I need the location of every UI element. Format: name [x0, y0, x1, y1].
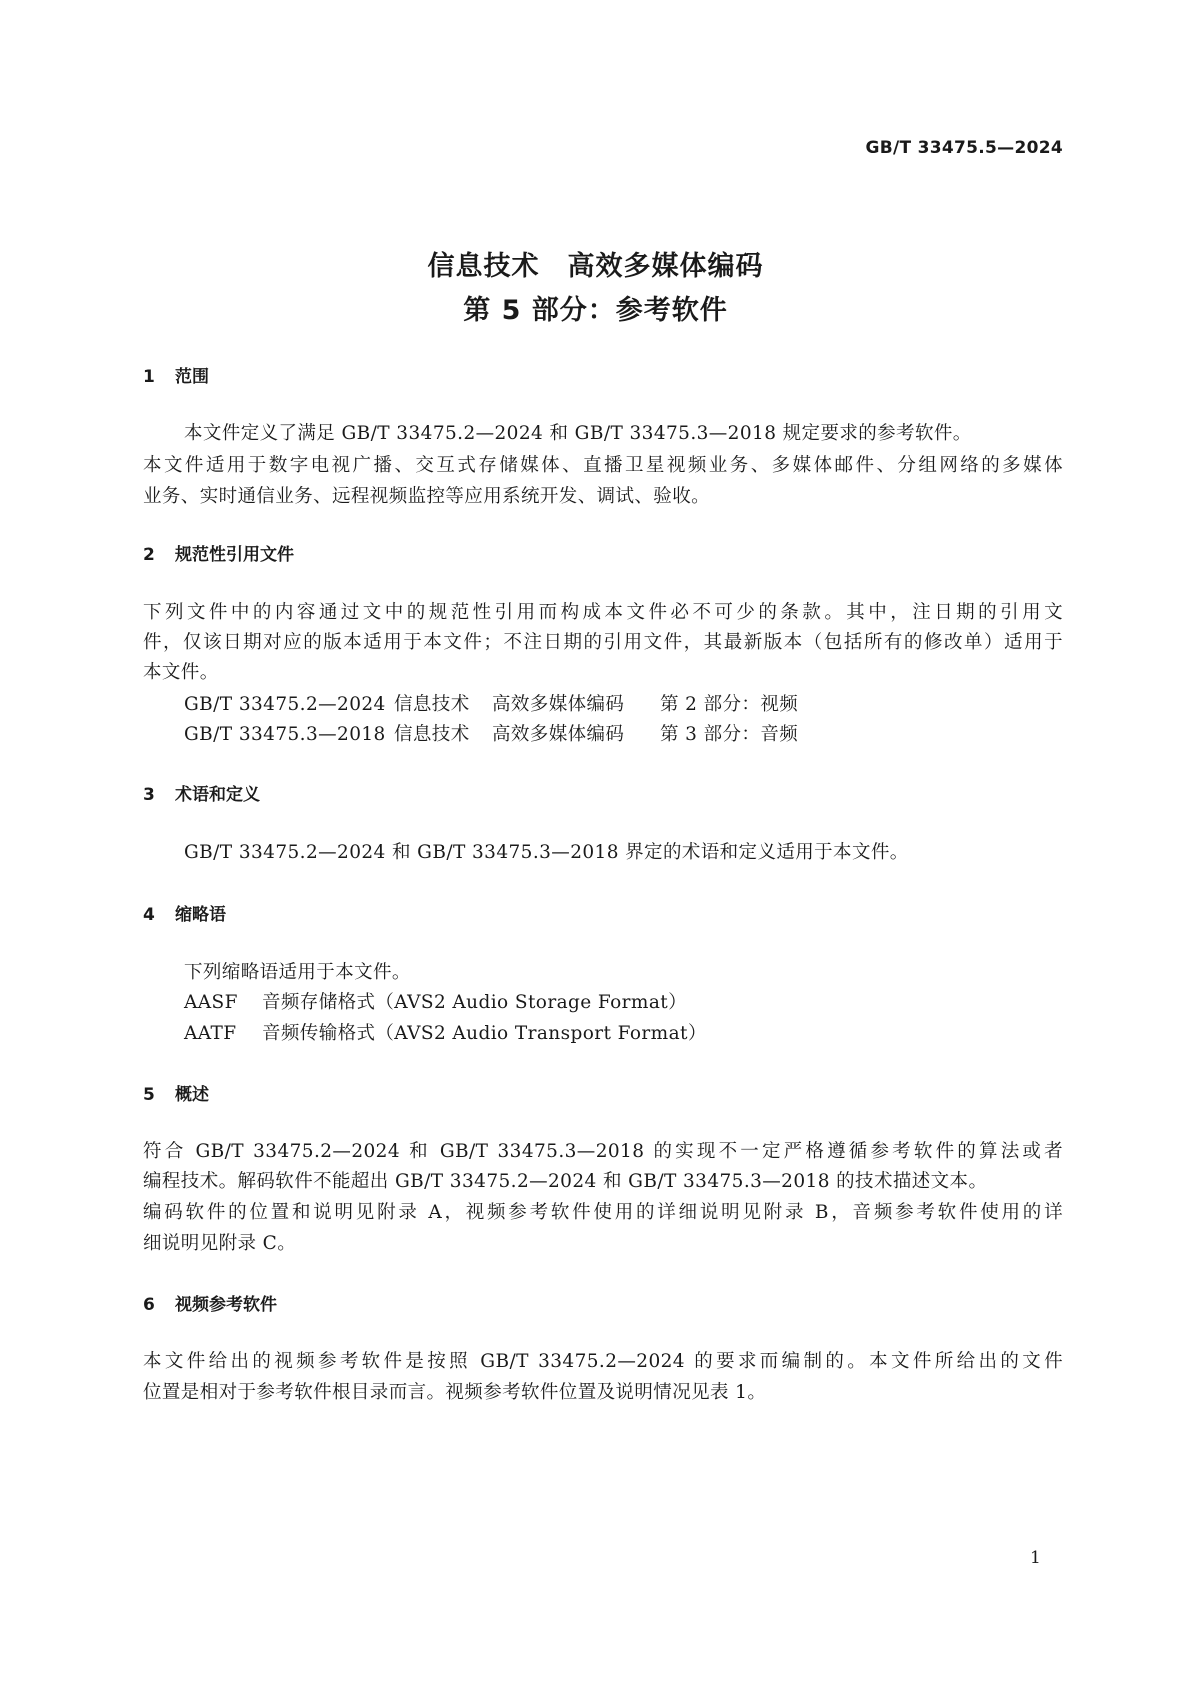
- section-title: 概述: [175, 1085, 209, 1105]
- abbreviation: AASF: [184, 992, 238, 1013]
- standard-number: [866, 138, 1064, 158]
- reference-entry: [184, 690, 798, 716]
- paragraph-line: 本文件适用于数字电视广播、交互式存储媒体、直播卫星视频业务、多媒体邮件、分组网络的多媒体: [143, 455, 1063, 476]
- document-title: 信息技术 高效多媒体编码: [427, 251, 764, 282]
- reference-code: GB/T 33475.3—2018: [184, 724, 386, 745]
- reference-title-part: 第 3 部分：音频: [660, 724, 799, 745]
- abbreviation-description: 音频传输格式（AVS2 Audio Transport Format）: [262, 1023, 707, 1044]
- paragraph-line: 业务、实时通信业务、远程视频监控等应用系统开发、调试、验收。: [143, 486, 711, 507]
- section-title: 视频参考软件: [175, 1295, 277, 1315]
- section-number: 5: [143, 1085, 155, 1105]
- page-number: 1: [1030, 1548, 1041, 1568]
- reference-title-part: 高效多媒体编码: [492, 724, 625, 745]
- section-6-heading: [143, 1290, 277, 1315]
- reference-title-part: 第 2 部分：视频: [660, 694, 799, 715]
- section-title: 规范性引用文件: [175, 545, 294, 565]
- section-5-heading: [143, 1080, 209, 1105]
- section-number: 2: [143, 545, 155, 565]
- reference-title-part: 高效多媒体编码: [492, 694, 625, 715]
- standard-code: 33475.5—2024: [917, 138, 1063, 158]
- section-title: 缩略语: [175, 905, 226, 925]
- section-number: 4: [143, 905, 155, 925]
- abbreviation: AATF: [184, 1023, 237, 1044]
- section-number: 1: [143, 367, 155, 387]
- paragraph-line: 编码软件的位置和说明见附录 A，视频参考软件使用的详细说明见附录 B，音频参考软件使用的详: [143, 1202, 1063, 1223]
- section-2-heading: [143, 540, 294, 565]
- abbreviation-entry: [184, 988, 687, 1014]
- section-1-heading: [143, 362, 209, 387]
- paragraph-line: 下列文件中的内容通过文中的规范性引用而构成本文件必不可少的条款。其中，注日期的引用文: [143, 602, 1063, 623]
- abbreviation-entry: [184, 1019, 707, 1045]
- section-3-heading: [143, 780, 260, 805]
- standard-prefix: GB/T: [865, 138, 912, 158]
- reference-code: GB/T 33475.2—2024: [184, 694, 386, 715]
- paragraph-line: 下列缩略语适用于本文件。: [184, 962, 411, 983]
- abbreviation-description: 音频存储格式（AVS2 Audio Storage Format）: [262, 992, 687, 1013]
- paragraph-line: 本文件。: [143, 662, 219, 683]
- paragraph-line: 位置是相对于参考软件根目录而言。视频参考软件位置及说明情况见表 1。: [143, 1382, 767, 1403]
- reference-entry: [184, 720, 798, 746]
- paragraph-line: 件，仅该日期对应的版本适用于本文件；不注日期的引用文件，其最新版本（包括所有的修改单）适用于: [143, 632, 1063, 653]
- reference-title-part: 信息技术: [394, 724, 470, 745]
- paragraph-line: 编程技术。解码软件不能超出 GB/T 33475.2—2024 和 GB/T 33475.3—2018 的技术描述文本。: [143, 1171, 988, 1192]
- section-number: 6: [143, 1295, 155, 1315]
- section-number: 3: [143, 785, 155, 805]
- section-title: 术语和定义: [175, 785, 260, 805]
- paragraph-line: 本文件定义了满足 GB/T 33475.2—2024 和 GB/T 33475.3—2018 规定要求的参考软件。: [184, 423, 972, 444]
- section-4-heading: [143, 900, 226, 925]
- paragraph-line: GB/T 33475.2—2024 和 GB/T 33475.3—2018 界定的术语和定义适用于本文件。: [184, 842, 909, 863]
- paragraph-line: 细说明见附录 C。: [143, 1233, 297, 1254]
- paragraph-line: 本文件给出的视频参考软件是按照 GB/T 33475.2—2024 的要求而编制的。本文件所给出的文件: [143, 1351, 1063, 1372]
- paragraph-line: 符合 GB/T 33475.2—2024 和 GB/T 33475.3—2018 的实现不一定严格遵循参考软件的算法或者: [143, 1141, 1063, 1162]
- reference-title-part: 信息技术: [394, 694, 470, 715]
- section-title: 范围: [175, 367, 209, 387]
- document-subtitle: 第 5 部分：参考软件: [463, 295, 728, 326]
